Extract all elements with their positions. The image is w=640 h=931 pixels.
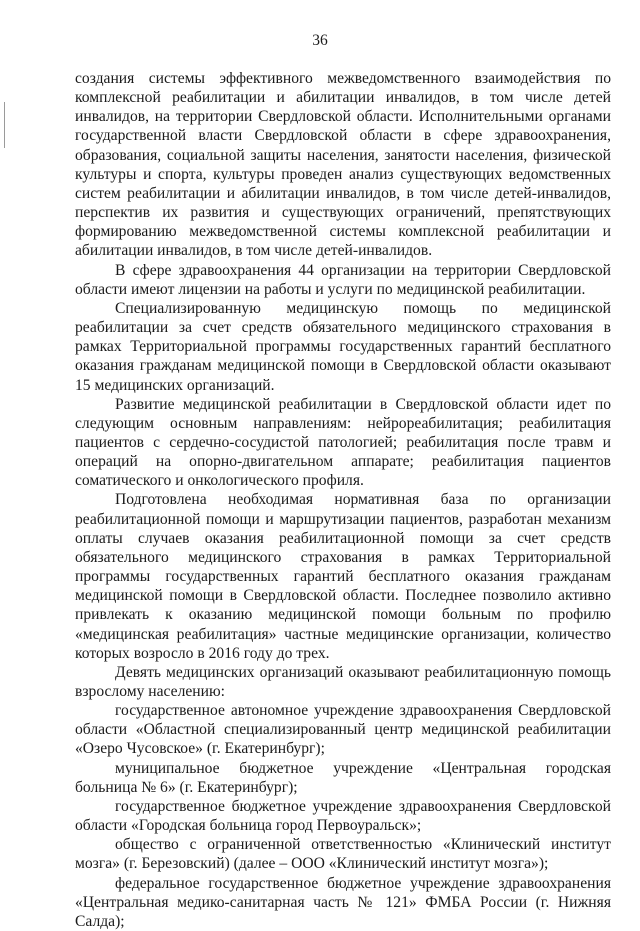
list-item: муниципальное бюджетное учреждение «Центральная городская больница № 6» (г. Екатеринбург); — [75, 759, 611, 796]
list-item: федеральное государственное бюджетное учреждение здравоохранения «Центральная медико-санитарная часть № 121» ФМБА России (г. Нижняя Салда); — [75, 874, 611, 930]
list-item: общество с ограниченной ответственностью «Клинический институт мозга» (г. Березовский) (далее – ООО «Клинический институт мозга»); — [75, 836, 611, 873]
body-text — [75, 69, 611, 931]
paragraph: создания системы эффективного межведомственного взаимодействия по комплексной реабилитации и абилитации инвалидов, в том числе детей инвалидов, на территории Свердловской области. Исполнительными органами государственной власти Свердловской области в сфере здравоохранения, образования, социальной защиты населения, занятости населения, физической культуры и спорта, культуры проведен анализ существующих ведомственных систем реабилитации и абилитации инвалидов, в том числе детей-инвалидов, перспектив их развития и существующих ограничений, препятствующих формированию межведомственной системы комплексной реабилитации и абилитации инвалидов, в том числе детей-инвалидов. — [75, 70, 611, 260]
list-item: государственное бюджетное учреждение здравоохранения Свердловской области «Городская больница город Первоуральск»; — [75, 797, 611, 835]
margin-line — [4, 102, 5, 148]
page-number: 36 — [312, 32, 328, 49]
paragraph: Девять медицинских организаций оказывают реабилитационную помощь взрослому населению: — [75, 663, 611, 700]
paragraph: Специализированную медицинскую помощь по медицинской реабилитации за счет средств обязательного медицинского страхования в рамках Территориальной программы государственных гарантий бесплатного оказания гражданам медицинской помощи в Свердловской области оказывают 15 медицинских организаций. — [75, 299, 611, 394]
list-item: государственное автономное учреждение здравоохранения Свердловской области «Областной специализированный центр медицинской реабилитации «Озеро Чусовское» (г. Екатеринбург); — [75, 702, 611, 758]
paragraph: В сфере здравоохранения 44 организации на территории Свердловской области имеют лицензии на работы и услуги по медицинской реабилитации. — [75, 261, 611, 298]
paragraph: Подготовлена необходимая нормативная база по организации реабилитационной помощи и маршрутизации пациентов, разработан механизм оплаты случаев оказания реабилитационной помощи за счет средств обязательного медицинского страхования в рамках Территориальной программы государственных гарантий бесплатного оказания гражданам медицинской помощи в Свердловской области. Последнее позволило активно привлекать к оказанию медицинской помощи больным по профилю «медицинская реабилитация» частные медицинские организации, количество которых возросло в 2016 году до трех. — [75, 491, 611, 662]
paragraph: Развитие медицинской реабилитации в Свердловской области идет по следующим основным направлениям: нейрореабилитация; реабилитация пациентов с сердечно-сосудистой патологией; реабилитация после травм и операций на опорно-двигательном аппарате; реабилитация пациентов соматического и онкологического профиля. — [75, 395, 611, 490]
